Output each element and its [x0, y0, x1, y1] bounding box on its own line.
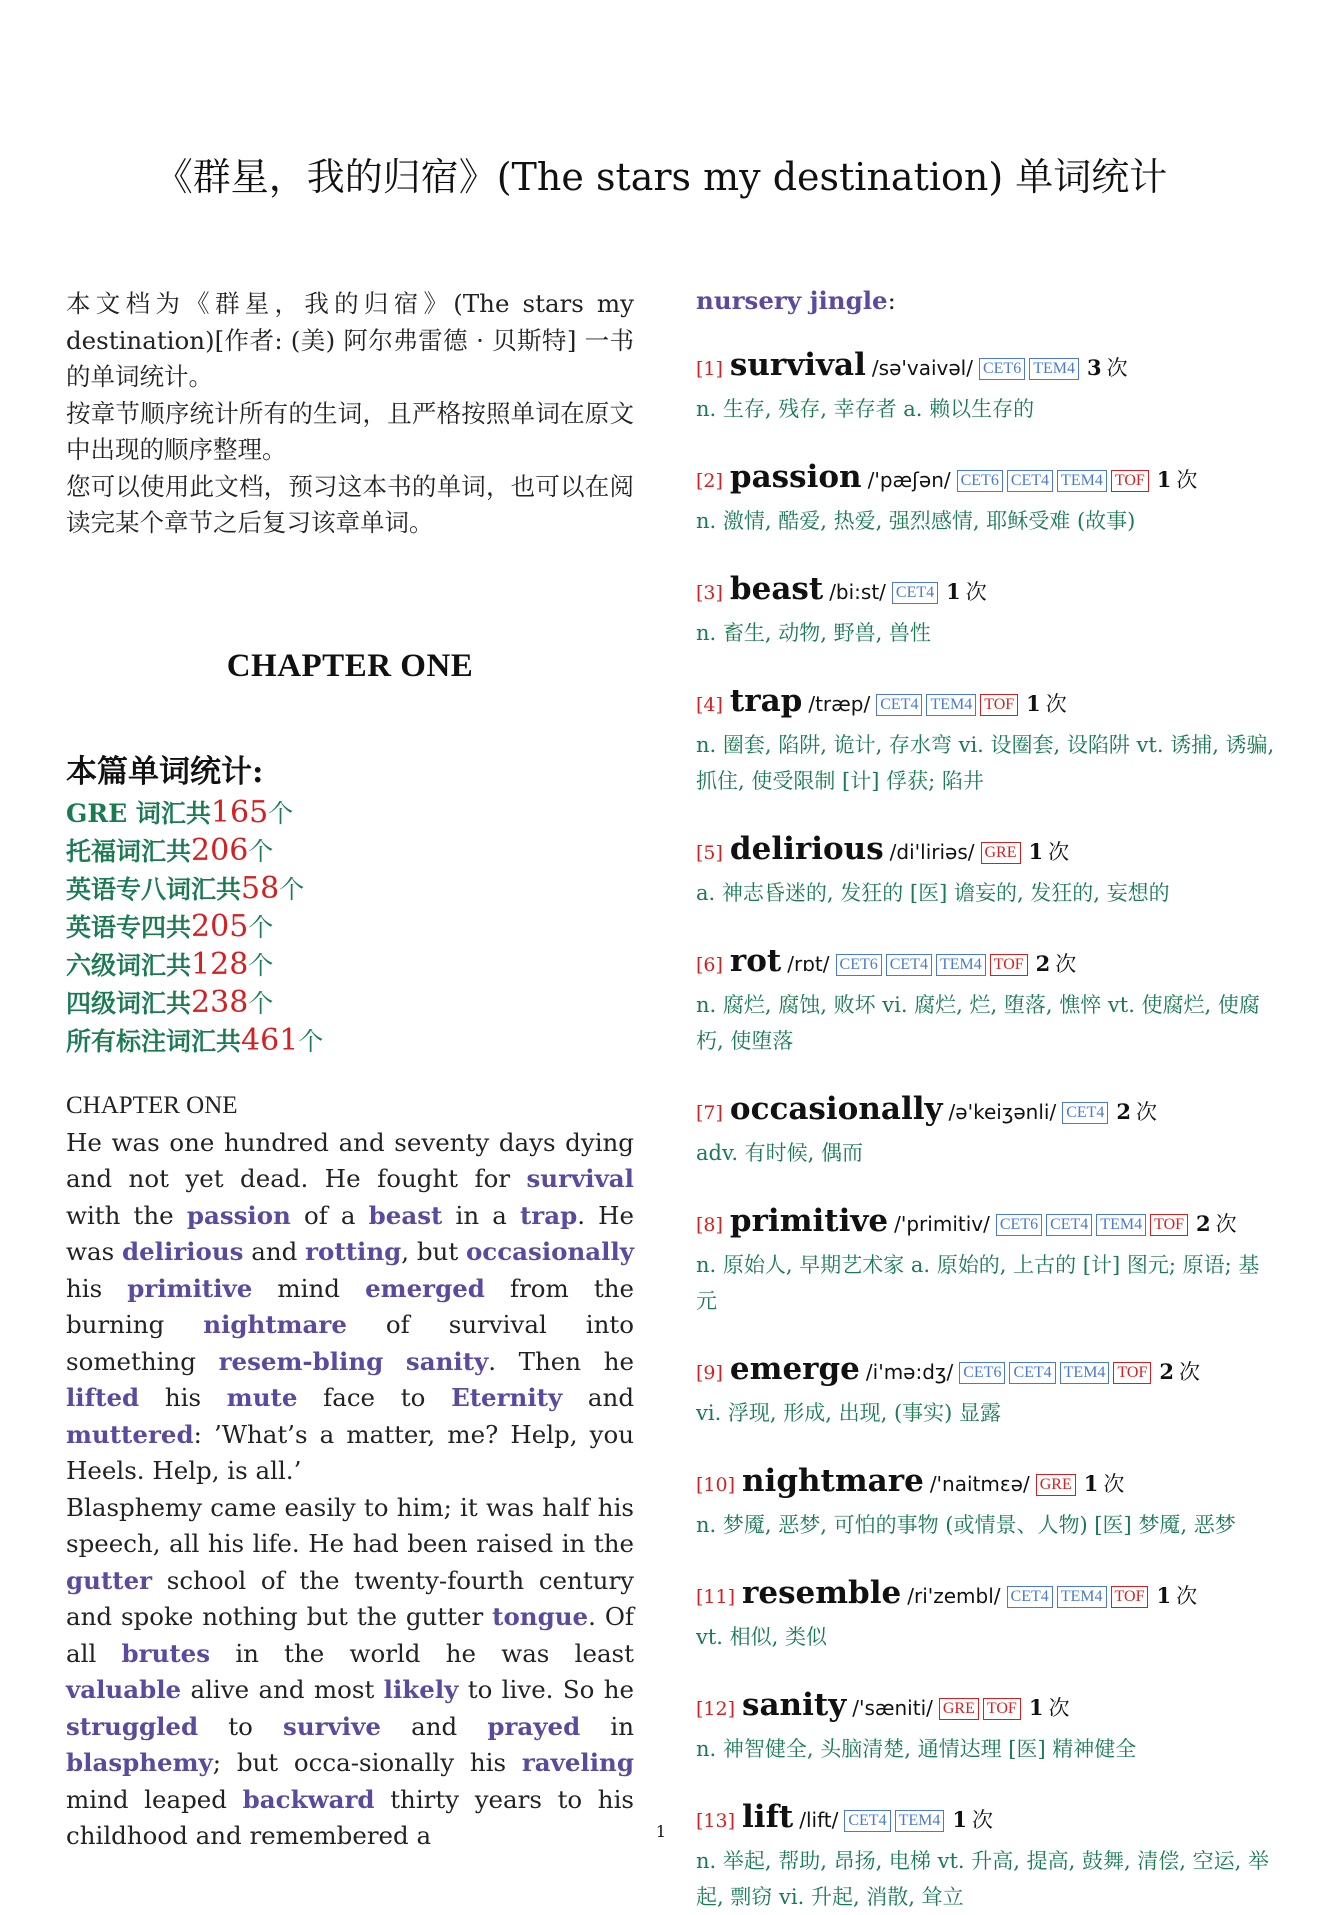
left-column [66, 286, 634, 1855]
exam-tag: CET6 [979, 358, 1025, 380]
text-segment: to [198, 1711, 284, 1741]
vocab-word: passion [729, 459, 862, 495]
occurrence-count: 2 [1116, 1099, 1132, 1124]
highlighted-word: tongue [492, 1602, 589, 1631]
text-segment: thirty years to his childhood and remembered a [66, 1784, 634, 1850]
vocab-definition: a. 神志昏迷的, 发狂的 [医] 谵妄的, 发狂的, 妄想的 [696, 881, 1170, 905]
vocab-index: [1] [696, 358, 723, 380]
highlighted-word: prayed [487, 1711, 581, 1741]
vocab-entry-header [696, 1201, 1276, 1245]
vocab-entry [696, 681, 1276, 799]
intro-line-3: 您可以使用此文档，预习这本书的单词，也可以在阅读完某个章节之后复习该章单词。 [66, 471, 634, 537]
occurrence-count: 3 [1086, 355, 1102, 380]
text-segment: ; but occa-sionally his [212, 1748, 522, 1777]
exam-tag: TEM4 [1057, 1586, 1107, 1608]
vocab-definition: vi. 浮现, 形成, 出现, (事实) 显露 [696, 1401, 1002, 1425]
stat-label: 六级词汇共 [66, 951, 192, 980]
text-segment: in the world he was least [210, 1638, 634, 1668]
vocab-word: lift [742, 1799, 794, 1835]
text-segment: , but [401, 1237, 466, 1266]
stat-unit: 个 [279, 875, 305, 904]
vocab-pronunciation: /di'liriəs/ [889, 840, 975, 864]
vocab-pronunciation: /rɒt/ [787, 952, 830, 976]
text-segment: school of the twenty-fourth century and spoke nothing but the gutter [66, 1565, 634, 1631]
vocab-pronunciation: /sə'vaivəl/ [871, 356, 973, 380]
stat-count: 128 [191, 947, 249, 982]
vocab-entry [696, 1573, 1276, 1655]
text-segment: Blasphemy came easily to him; it was half his speech, all his life. He had been raised in the [66, 1492, 634, 1558]
occurrence-count: 1 [1156, 1583, 1172, 1608]
text-segment: his [66, 1273, 128, 1303]
highlighted-word: mute [226, 1383, 298, 1412]
text-segment: . He was [66, 1200, 634, 1266]
text-segment: with the [66, 1200, 187, 1230]
highlighted-word: lifted [66, 1383, 140, 1412]
highlighted-word: Eternity [451, 1383, 563, 1412]
chapter-text [66, 1088, 634, 1855]
vocab-definition: n. 神智健全, 头脑清楚, 通情达理 [医] 精神健全 [696, 1737, 1137, 1761]
vocab-pronunciation: /'primitiv/ [894, 1212, 990, 1236]
stat-count: 238 [191, 985, 249, 1020]
intro-line-1: 本文档为《群星，我的归宿》(The stars my destination)[作者: (美) 阿尔弗雷德 · 贝斯特] 一书的单词统计。 [66, 289, 634, 391]
vocab-pronunciation: /bi:st/ [829, 580, 886, 604]
stat-unit: 个 [248, 951, 274, 980]
document-title: 《群星，我的归宿》(The stars my destination) 单词统计 [154, 155, 1168, 199]
highlighted-word: raveling [521, 1748, 634, 1777]
text-segment [383, 1347, 406, 1376]
text-segment: . Of all [66, 1602, 634, 1668]
highlighted-word: muttered [66, 1419, 194, 1449]
vocab-entry-header [696, 941, 1276, 985]
text-segment: He was one hundred and seventy days dying and not yet dead. He fought for [66, 1127, 634, 1193]
vocab-index: [7] [696, 1102, 723, 1124]
vocab-definition: n. 梦魇, 恶梦, 可怕的事物 (或情景、人物) [医] 梦魇, 恶梦 [696, 1513, 1236, 1537]
vocab-index: [4] [696, 694, 723, 716]
highlighted-word: likely [383, 1675, 459, 1704]
occurrence-unit: 次 [1176, 1584, 1198, 1608]
vocab-pronunciation: /ə'keiʒənli/ [948, 1100, 1057, 1124]
exam-tag: CET4 [886, 954, 932, 976]
chapter-paragraph-2 [66, 1490, 634, 1855]
stat-row [66, 1022, 634, 1060]
exam-tag: CET4 [844, 1810, 890, 1832]
occurrence-unit: 次 [1106, 356, 1128, 380]
vocab-definition: n. 生存, 残存, 幸存者 a. 赖以生存的 [696, 397, 1035, 421]
highlighted-word: rotting [305, 1237, 402, 1266]
occurrence-unit: 次 [965, 580, 987, 604]
stat-row [66, 984, 634, 1022]
vocab-index: [6] [696, 954, 723, 976]
text-segment: and [380, 1711, 488, 1741]
stat-row [66, 794, 634, 832]
occurrence-count: 1 [1028, 839, 1044, 864]
highlighted-word: resem-bling [218, 1346, 384, 1376]
vocab-entry-header [696, 1461, 1276, 1505]
exam-tag: CET4 [892, 582, 938, 604]
vocab-word: nightmare [742, 1463, 924, 1499]
text-segment: . Then he [488, 1346, 634, 1376]
exam-tag: TEM4 [926, 694, 976, 716]
exam-tag: CET4 [1062, 1102, 1108, 1124]
highlighted-word: survival [526, 1164, 634, 1193]
text-segment: mind leaped [66, 1784, 243, 1814]
stat-row [66, 832, 634, 870]
vocab-word: sanity [742, 1687, 847, 1723]
occurrence-unit: 次 [1055, 952, 1077, 976]
text-segment: and [243, 1237, 306, 1266]
stat-label: 英语专四共 [66, 913, 192, 942]
occurrence-unit: 次 [1176, 468, 1198, 492]
vocab-entry [696, 1797, 1276, 1915]
vocab-entry-header [696, 829, 1276, 873]
exam-tag: GRE [981, 842, 1021, 864]
vocab-entry [696, 1089, 1276, 1171]
highlighted-word: passion [186, 1200, 291, 1230]
highlighted-word: brutes [121, 1638, 211, 1668]
vocab-word: primitive [729, 1203, 889, 1239]
occurrence-unit: 次 [1045, 692, 1067, 716]
vocab-index: [8] [696, 1214, 723, 1236]
highlighted-word: delirious [121, 1237, 244, 1266]
exam-tag: CET6 [959, 1362, 1005, 1384]
stats-list [66, 794, 634, 1060]
text-segment: : ’What’s a matter, me? Help, you Heels. Help, is all.’ [66, 1419, 634, 1485]
exam-tag: TEM4 [1096, 1214, 1146, 1236]
vocab-pronunciation: /'pæʃən/ [867, 468, 951, 492]
text-segment: in a [442, 1200, 520, 1230]
exam-tag: TOF [1113, 1362, 1151, 1384]
exam-tag: TOF [983, 1698, 1021, 1720]
occurrence-count: 1 [1026, 691, 1041, 716]
vocab-entry [696, 829, 1276, 911]
vocab-entry [696, 1685, 1276, 1767]
text-segment: and [562, 1383, 635, 1412]
highlighted-word: blasphemy [66, 1748, 213, 1777]
text-segment: of a [290, 1200, 369, 1230]
exam-tag: GRE [939, 1698, 979, 1720]
occurrence-count: 1 [952, 1807, 967, 1832]
text-segment: to live. So he [458, 1675, 634, 1704]
text-segment: his [139, 1383, 227, 1412]
text-segment: face to [297, 1383, 452, 1412]
text-segment: mind [252, 1273, 366, 1303]
vocab-entry-header [696, 1349, 1276, 1393]
occurrence-unit: 次 [1179, 1360, 1200, 1384]
vocab-index: [11] [696, 1586, 736, 1608]
vocab-index: [13] [696, 1810, 736, 1832]
stat-row [66, 870, 634, 908]
continuation-word: nursery jingle [696, 286, 888, 315]
vocab-entry-header [696, 569, 1276, 613]
stat-count: 165 [210, 795, 269, 830]
highlighted-word: gutter [66, 1565, 153, 1595]
vocab-entry [696, 457, 1276, 539]
stat-label: 英语专八词汇共 [66, 875, 242, 904]
highlighted-word: struggled [66, 1711, 199, 1741]
vocab-entry [696, 941, 1276, 1059]
occurrence-count: 2 [1196, 1211, 1211, 1236]
exam-tag: TEM4 [936, 954, 986, 976]
exam-tag: CET4 [1007, 470, 1053, 492]
stats-heading: 本篇单词统计: [66, 754, 264, 790]
vocab-index: [12] [696, 1698, 736, 1720]
vocab-entry [696, 1349, 1276, 1431]
stat-unit: 个 [268, 799, 294, 828]
stat-count: 205 [191, 909, 249, 944]
vocab-index: [10] [696, 1474, 736, 1496]
exam-tag: GRE [1036, 1474, 1076, 1496]
vocab-definition: n. 激情, 酷爱, 热爱, 强烈感情, 耶稣受难 (故事) [696, 509, 1136, 533]
chapter-heading: CHAPTER ONE [226, 647, 474, 684]
highlighted-word: nightmare [203, 1310, 347, 1339]
occurrence-unit: 次 [1215, 1212, 1237, 1236]
stat-unit: 个 [298, 1027, 324, 1056]
highlighted-word: sanity [405, 1346, 489, 1376]
vocab-pronunciation: /'naitmɛə/ [929, 1472, 1030, 1496]
stat-row [66, 908, 634, 946]
exam-tag: TEM4 [1029, 358, 1079, 380]
stat-unit: 个 [248, 989, 274, 1018]
vocab-word: occasionally [729, 1091, 943, 1127]
vocab-pronunciation: /i'mə:dʒ/ [865, 1360, 954, 1384]
vocab-entry-header [696, 1089, 1276, 1133]
text-segment: from the burning [66, 1273, 635, 1339]
occurrence-unit: 次 [971, 1808, 993, 1832]
occurrence-count: 1 [1083, 1471, 1099, 1496]
vocab-word: rot [729, 943, 782, 979]
highlighted-word: beast [368, 1200, 443, 1230]
continuation-line [696, 286, 1276, 315]
vocab-entry-header [696, 457, 1276, 501]
vocab-definition: n. 举起, 帮助, 昂扬, 电梯 vt. 升高, 提高, 鼓舞, 清偿, 空运, 举起, 剽窃 vi. 升起, 消散, 耸立 [696, 1849, 1270, 1909]
vocab-word: resemble [742, 1575, 902, 1611]
intro-line-2: 按章节顺序统计所有的生词，且严格按照单词在原文中出现的顺序整理。 [66, 398, 634, 464]
vocab-index: [3] [696, 582, 723, 604]
exam-tag: CET4 [1009, 1362, 1055, 1384]
vocab-pronunciation: /ri'zembl/ [907, 1584, 1001, 1608]
exam-tag: TOF [1111, 1586, 1149, 1608]
chapter-text-title: CHAPTER ONE [66, 1092, 238, 1119]
continuation-suffix: : [887, 286, 896, 315]
vocab-entry [696, 345, 1276, 427]
exam-tag: CET6 [836, 954, 882, 976]
stat-unit: 个 [248, 913, 274, 942]
vocab-index: [9] [696, 1362, 723, 1384]
vocab-word: emerge [729, 1351, 860, 1387]
vocab-entry-header [696, 1685, 1276, 1729]
exam-tag: TEM4 [895, 1810, 945, 1832]
exam-tag: TOF [980, 694, 1018, 716]
vocab-entry-header [696, 1573, 1276, 1617]
right-column [696, 286, 1276, 1915]
highlighted-word: backward [242, 1784, 375, 1814]
stat-count: 206 [191, 833, 249, 868]
occurrence-count: 1 [1028, 1695, 1044, 1720]
occurrence-count: 2 [1159, 1359, 1174, 1384]
text-segment: alive and most [181, 1675, 384, 1704]
intro-section [66, 286, 634, 542]
page-number: 1 [655, 1822, 667, 1841]
occurrence-count: 1 [1156, 467, 1172, 492]
stat-unit: 个 [248, 837, 274, 866]
occurrence-count: 2 [1035, 951, 1051, 976]
exam-tag: CET4 [876, 694, 922, 716]
occurrence-count: 1 [946, 579, 961, 604]
exam-tag: CET6 [957, 470, 1003, 492]
chapter-paragraph-1 [66, 1125, 634, 1490]
stat-label: 四级词汇共 [66, 989, 192, 1018]
exam-tag: TOF [1150, 1214, 1188, 1236]
vocab-definition: vt. 相似, 类似 [696, 1625, 828, 1649]
vocabulary-list [696, 345, 1276, 1915]
text-segment: in [580, 1711, 634, 1741]
vocab-entry-header [696, 345, 1276, 389]
stat-row [66, 946, 634, 984]
exam-tag: TEM4 [1057, 470, 1107, 492]
occurrence-unit: 次 [1136, 1100, 1158, 1124]
vocab-pronunciation: /lift/ [799, 1808, 839, 1832]
stat-label: 托福词汇共 [66, 837, 192, 866]
vocab-definition: n. 腐烂, 腐蚀, 败坏 vi. 腐烂, 烂, 堕落, 憔悴 vt. 使腐烂, 使腐朽, 使堕落 [696, 993, 1260, 1053]
vocab-entry [696, 1201, 1276, 1319]
text-segment: of survival into something [66, 1310, 634, 1376]
occurrence-unit: 次 [1048, 840, 1070, 864]
exam-tag: TOF [1111, 470, 1149, 492]
highlighted-word: trap [519, 1200, 578, 1230]
vocab-definition: n. 原始人, 早期艺术家 a. 原始的, 上古的 [计] 图元; 原语; 基元 [696, 1253, 1260, 1313]
vocab-definition: adv. 有时候, 偶而 [696, 1141, 864, 1165]
stat-label: 所有标注词汇共 [66, 1027, 242, 1056]
vocab-entry [696, 569, 1276, 651]
vocab-definition: n. 圈套, 陷阱, 诡计, 存水弯 vi. 设圈套, 设陷阱 vt. 诱捕, 诱骗, 抓住, 使受限制 [计] 俘获; 陷井 [696, 733, 1275, 793]
vocab-pronunciation: /træp/ [808, 692, 871, 716]
stat-count: 461 [241, 1023, 299, 1058]
vocab-word: trap [729, 683, 803, 719]
vocab-pronunciation: /'sæniti/ [852, 1696, 933, 1720]
stat-label: GRE 词汇共 [66, 799, 211, 828]
exam-tag: CET4 [1007, 1586, 1053, 1608]
highlighted-word: valuable [66, 1675, 182, 1704]
vocab-word: survival [729, 347, 866, 383]
vocab-word: beast [729, 571, 824, 607]
highlighted-word: occasionally [465, 1237, 634, 1266]
vocab-index: [2] [696, 470, 723, 492]
occurrence-unit: 次 [1103, 1472, 1125, 1496]
highlighted-word: primitive [127, 1273, 253, 1303]
vocab-entry-header [696, 681, 1276, 725]
vocab-entry [696, 1461, 1276, 1543]
exam-tag: TOF [990, 954, 1028, 976]
highlighted-word: emerged [365, 1273, 485, 1303]
vocab-index: [5] [696, 842, 723, 864]
exam-tag: CET4 [1046, 1214, 1092, 1236]
exam-tag: TEM4 [1060, 1362, 1110, 1384]
highlighted-word: survive [283, 1711, 381, 1741]
vocab-definition: n. 畜生, 动物, 野兽, 兽性 [696, 621, 931, 645]
vocab-word: delirious [729, 831, 884, 867]
exam-tag: CET6 [996, 1214, 1042, 1236]
stat-count: 58 [241, 871, 280, 906]
occurrence-unit: 次 [1048, 1696, 1070, 1720]
